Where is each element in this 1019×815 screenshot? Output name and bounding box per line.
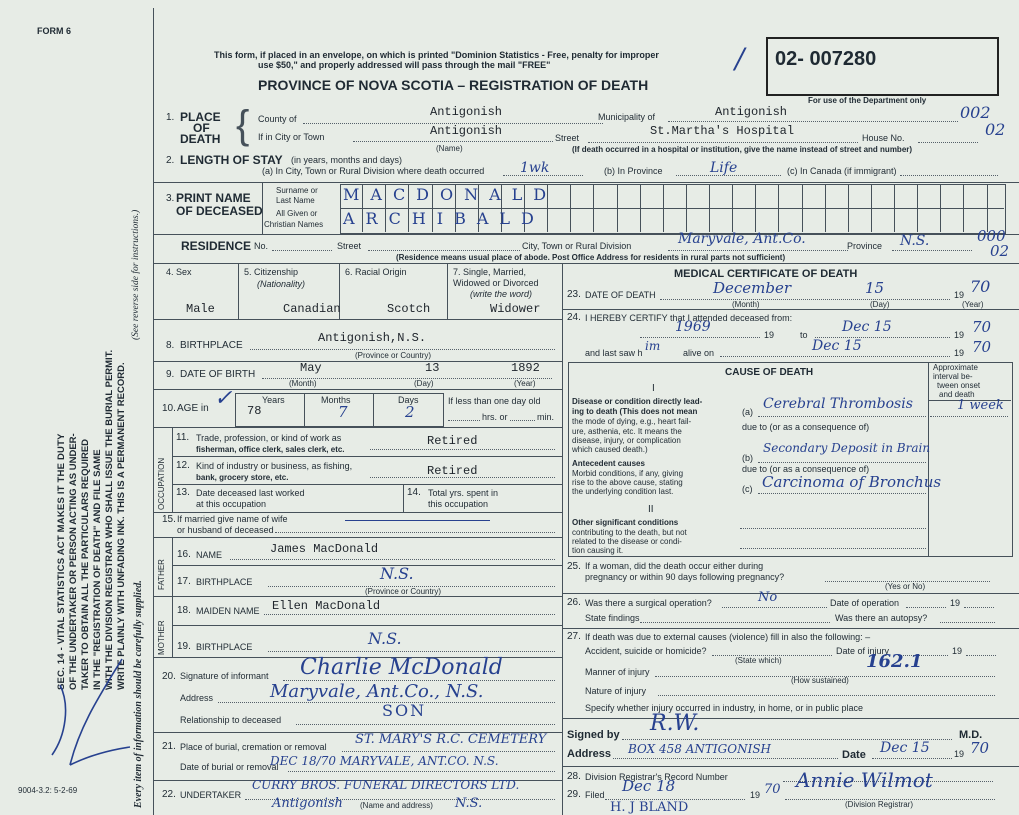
burial-date-label: Date of burial or removal <box>180 762 279 772</box>
county-value: Antigonish <box>430 105 503 119</box>
attended-to: Dec 15 <box>842 319 892 335</box>
interval-label-2: interval be- <box>933 372 973 381</box>
stay-b-value: Life <box>710 160 738 176</box>
disease-label-2: ing to death (This does not mean <box>572 407 698 416</box>
due-to-1: due to (or as a consequence of) <box>742 422 870 432</box>
accident-label: Accident, suicide or homicide? <box>585 646 707 656</box>
signed-year: 70 <box>970 739 990 757</box>
dod-num: 23. <box>567 289 581 300</box>
name-grid-cell <box>732 184 755 232</box>
cause-a-value: Cerebral Thrombosis <box>763 396 913 412</box>
days-label: Days <box>398 395 419 405</box>
birthplace-label: BIRTHPLACE <box>180 340 243 351</box>
dod-year-caption: (Year) <box>962 300 984 309</box>
informant-address-label: Address <box>180 693 214 703</box>
attended-from: 1969 <box>675 319 711 335</box>
undertaker-province: N.S. <box>455 796 483 811</box>
cause-a-label: (a) <box>742 407 753 417</box>
father-name-value: James MacDonald <box>270 542 379 556</box>
signed-date-label: Date <box>842 749 866 761</box>
specify-label: Specify whether injury occurred in industry, in home, or in public place <box>585 703 863 713</box>
dob-year-caption: (Year) <box>514 379 536 388</box>
q26-num: 26. <box>567 597 581 608</box>
certify-num: 24. <box>567 312 581 323</box>
citizenship-value: Canadian <box>283 302 341 316</box>
residence-province-label: Province <box>847 241 883 251</box>
q25-label-1: If a woman, did the death occur either during <box>585 561 764 571</box>
mother-bp-label: BIRTHPLACE <box>196 642 253 652</box>
birthplace-caption: (Province or Country) <box>355 351 432 360</box>
cause-code: 162.1 <box>866 651 923 672</box>
informant-address: Maryvale, Ant.Co., N.S. <box>270 681 484 702</box>
reverse-side-note: (See reverse side for instructions.) <box>131 209 141 340</box>
cause-b-label: (b) <box>742 453 753 463</box>
place-label-1: PLACE <box>180 110 221 124</box>
relationship-label: Relationship to deceased <box>180 715 282 725</box>
signed-century: 19 <box>954 749 965 759</box>
undertaker-label: UNDERTAKER <box>180 790 242 800</box>
given-label-1: All Given or <box>276 209 318 218</box>
hospital-note: (If death occurred in a hospital or institution, give the name instead of street and number) <box>572 145 913 154</box>
name-grid-cell <box>871 184 894 232</box>
disease-label-6: which caused death.) <box>572 445 648 454</box>
name-grid-cell <box>894 184 917 232</box>
father-bp-label: BIRTHPLACE <box>196 577 253 587</box>
mother-side-label: MOTHER <box>157 620 166 655</box>
total-years-label-2: this occupation <box>428 499 489 509</box>
house-label: House No. <box>862 133 905 143</box>
column-divider <box>562 263 563 815</box>
cause-c-value: Carcinoma of Bronchus <box>762 473 942 491</box>
given-label-2: Christian Names <box>264 220 324 229</box>
age-check-mark: ✓ <box>214 386 233 411</box>
dob-num: 9. <box>166 369 175 380</box>
dob-day: 13 <box>425 361 440 375</box>
industry-label-2: bank, grocery store, etc. <box>196 473 289 482</box>
father-num: 16. <box>177 549 191 560</box>
manner-label: Manner of injury <box>585 667 650 677</box>
municipality-label: Municipality of <box>598 112 656 122</box>
stay-num: 2. <box>166 155 175 166</box>
check-mark: / <box>735 42 745 75</box>
last-worked-label-1: Date deceased last worked <box>196 488 305 498</box>
vital-act-line-1: SEC. 14 - VITAL STATISTICS ACT MAKES IT THE DUTY <box>56 433 67 690</box>
disease-label-4: ure, asthenia, etc. It means the <box>572 427 682 436</box>
name-grid-cell <box>778 184 801 232</box>
dob-year: 1892 <box>511 361 540 375</box>
antecedent-label-1: Antecedent causes <box>572 459 645 468</box>
cause-title: CAUSE OF DEATH <box>725 367 814 378</box>
medical-title: MEDICAL CERTIFICATE OF DEATH <box>674 268 858 280</box>
residence-province-value: N.S. <box>900 233 930 249</box>
wife-blank-stroke <box>345 520 490 521</box>
last-saw-date: Dec 15 <box>812 338 862 354</box>
dod-century: 19 <box>954 290 965 300</box>
mother-name-label: MAIDEN NAME <box>196 606 260 616</box>
interval-label-4: and death <box>939 390 975 399</box>
name-grid-cell <box>917 184 940 232</box>
dod-month: December <box>713 279 792 297</box>
name-grid-cell <box>617 184 640 232</box>
industry-label-1: Kind of industry or business, as fishing, <box>196 461 353 471</box>
dob-month-caption: (Month) <box>289 379 317 388</box>
dod-day: 15 <box>865 279 885 297</box>
vital-act-line-6: WRITE PLAINLY WITH UNFADING INK. THIS IS A PERMANENT RECORD. <box>116 362 127 690</box>
dept-code-2: 02 <box>985 120 1006 139</box>
q29-num: 29. <box>567 789 581 800</box>
q28-label: Division Registrar's Record Number <box>585 772 728 782</box>
autopsy-label: Was there an autopsy? <box>835 613 928 623</box>
days-value: 2 <box>405 403 415 421</box>
section-i: I <box>652 383 655 394</box>
last-worked-label-2: at this occupation <box>196 499 267 509</box>
mother-num: 18. <box>177 605 191 616</box>
stay-label-note: (in years, months and days) <box>291 155 403 165</box>
form-title: PROVINCE OF NOVA SCOTIA – REGISTRATION OF DEATH <box>258 77 649 93</box>
q27-label: If death was due to external causes (violence) fill in also the following: – <box>585 632 871 642</box>
surname-label-2: Last Name <box>276 196 315 205</box>
q25-num: 25. <box>567 561 581 572</box>
birthplace-num: 8. <box>166 340 175 351</box>
city-value: Antigonish <box>430 124 503 138</box>
interval-label-1: Approximate <box>933 363 978 372</box>
operation-century: 19 <box>950 598 961 608</box>
industry-num: 12. <box>176 460 190 471</box>
trade-label-1: Trade, profession, or kind of work as <box>196 433 342 443</box>
filed-label: Filed <box>585 790 605 800</box>
place-label-2: OF <box>193 121 210 135</box>
street-label: Street <box>555 133 580 143</box>
citizenship-label-1: 5. Citizenship <box>244 267 299 277</box>
filed-century: 19 <box>750 790 761 800</box>
signed-label: Signed by <box>567 729 620 741</box>
dept-use: For use of the Department only <box>808 96 927 105</box>
vital-act-line-5: WITH THE DIVISION REGISTRAR WHO SHALL ISSUE THE BURIAL PERMIT. <box>104 349 115 690</box>
dod-label: DATE OF DEATH <box>585 290 656 300</box>
interval-label-3: tween onset <box>937 381 981 390</box>
name-grid-cell <box>802 184 825 232</box>
name-label-2: OF DECEASED <box>176 204 263 218</box>
other-label-2: contributing to the death, but not <box>572 528 687 537</box>
marital-value: Widower <box>490 302 541 316</box>
municipality-value: Antigonish <box>715 105 788 119</box>
signed-value: R.W. <box>650 711 700 736</box>
years-label: Years <box>262 395 285 405</box>
from-century: 19 <box>764 330 775 340</box>
racial-value: Scotch <box>387 302 431 316</box>
mother-bp-num: 19. <box>177 641 191 652</box>
findings-label: State findings <box>585 613 640 623</box>
certify-label: I HEREBY CERTIFY that I attended deceased from: <box>585 313 793 323</box>
dob-month: May <box>300 361 322 375</box>
name-grid-cell <box>963 184 986 232</box>
wife-num: 15. <box>162 514 176 525</box>
name-grid-cell <box>709 184 732 232</box>
surname-value: MACDONALD <box>343 185 558 204</box>
burial-place-label: Place of burial, cremation or removal <box>180 742 327 752</box>
place-num: 1. <box>166 112 175 123</box>
residence-division-value: Maryvale, Ant.Co. <box>678 231 806 247</box>
father-bp-caption: (Province or Country) <box>365 587 442 596</box>
city-label: If in City or Town <box>258 132 325 142</box>
dept-code-3: 000 <box>977 227 1006 245</box>
due-to-2: due to (or as a consequence of) <box>742 464 870 474</box>
other-label-3: related to the disease or condi- <box>572 537 682 546</box>
print-code: 9004-3.2: 5-2-69 <box>18 786 78 795</box>
form-number: FORM 6 <box>37 26 72 36</box>
father-bp-value: N.S. <box>380 564 414 583</box>
stay-b-label: (b) In Province <box>604 166 663 176</box>
name-grid-cell <box>987 184 1010 232</box>
months-label: Months <box>321 395 351 405</box>
sex-label: 4. Sex <box>166 267 192 277</box>
wife-label-1: If married give name of wife <box>177 514 288 524</box>
burial-date-value: DEC 18/70 MARYVALE, ANT.CO. N.S. <box>270 754 499 768</box>
injury-date-label: Date of injury <box>836 646 890 656</box>
stay-a-label: (a) In City, Town or Rural Division where death occurred <box>262 166 485 176</box>
racial-label: 6. Racial Origin <box>345 267 407 277</box>
postal-note-2: use $50," and properly addressed will pass through the mail "FREE" <box>258 60 551 70</box>
cause-b-value: Secondary Deposit in Brain <box>763 441 931 455</box>
every-item-note: Every item of information should be carefully supplied. <box>133 580 144 808</box>
stay-a-value: 1wk <box>520 160 550 176</box>
bland-stamp: H. J BLAND <box>610 800 689 815</box>
q28-num: 28. <box>567 771 581 782</box>
dob-label: DATE OF BIRTH <box>180 369 256 380</box>
name-grid-cell <box>848 184 871 232</box>
filed-year: 70 <box>764 782 781 797</box>
informant-signature-label: Signature of informant <box>180 671 269 681</box>
trade-value: Retired <box>427 434 478 448</box>
age-label: AGE in <box>177 403 209 414</box>
signed-address-value: BOX 458 ANTIGONISH <box>628 742 772 756</box>
residence-no-label: No. <box>254 241 269 251</box>
undertaker-num: 22. <box>162 789 176 800</box>
months-value: 7 <box>338 403 348 421</box>
stay-label: LENGTH OF STAY <box>180 153 283 167</box>
to-label: to <box>800 330 808 340</box>
place-brace: { <box>236 103 250 147</box>
q26-value: No <box>758 590 778 605</box>
wife-label-2: or husband of deceased <box>177 525 274 535</box>
informant-num: 20. <box>162 671 176 682</box>
last-worked-num: 13. <box>176 487 190 498</box>
injury-century: 19 <box>952 646 963 656</box>
name-grid-cell <box>686 184 709 232</box>
undertaker-caption: (Name and address) <box>360 801 433 810</box>
disease-label-5: disease, injury, or complication <box>572 436 681 445</box>
marital-label-1: 7. Single, Married, <box>453 267 527 277</box>
signed-address-label: Address <box>567 748 612 760</box>
father-side-label: FATHER <box>157 559 166 590</box>
min-label: min. <box>537 412 555 422</box>
margin-signature-mark <box>30 655 140 775</box>
burial-num: 21. <box>162 741 176 752</box>
trade-num: 11. <box>176 432 190 443</box>
burial-place-value: ST. MARY'S R.C. CEMETERY <box>355 732 547 747</box>
dept-code-1: 002 <box>960 103 991 122</box>
cause-c-label: (c) <box>742 484 753 494</box>
birthplace-value: Antigonish,N.S. <box>318 331 427 345</box>
trade-label-2: fisherman, office clerk, sales clerk, etc. <box>196 445 345 454</box>
antecedent-label-2: Morbid conditions, if any, giving <box>572 469 684 478</box>
mother-bp-value: N.S. <box>368 629 402 648</box>
residence-label: RESIDENCE <box>181 239 252 253</box>
total-years-label-1: Total yrs. spent in <box>428 488 499 498</box>
surname-label-1: Surname or <box>276 186 318 195</box>
yes-no-caption: (Yes or No) <box>885 582 926 591</box>
citizenship-label-2: (Nationality) <box>257 279 306 289</box>
street-value: St.Martha's Hospital <box>650 124 795 138</box>
postal-note-1: This form, if placed in an envelope, on which is printed "Dominion Statistics - Free, penalty for improper <box>214 50 659 60</box>
name-grid-cell <box>663 184 686 232</box>
relationship-value: SON <box>382 701 427 720</box>
last-saw-label: and last saw h <box>585 348 643 358</box>
antecedent-label-4: the underlying condition last. <box>572 487 674 496</box>
how-sustained-caption: (How sustained) <box>791 676 849 685</box>
name-grid-cell <box>940 184 963 232</box>
undertaker-city: Antigonish <box>272 796 343 811</box>
reg-number: 02- 007280 <box>775 48 877 70</box>
father-name-label: NAME <box>196 550 223 560</box>
other-label-4: tion causing it. <box>572 546 624 555</box>
dod-year: 70 <box>970 277 991 296</box>
alive-on-label: alive on <box>683 348 715 358</box>
age-num: 10. <box>162 403 176 414</box>
given-value: ARCHIBALD <box>343 209 545 228</box>
undertaker-value: CURRY BROS. FUNERAL DIRECTORS LTD. <box>252 778 520 792</box>
disease-label-1: Disease or condition directly lead- <box>572 397 703 406</box>
registrar-caption: (Division Registrar) <box>845 800 914 809</box>
name-num: 3. <box>166 193 175 204</box>
registrar-signature: Annie Wilmot <box>796 768 933 792</box>
state-which-caption: (State which) <box>735 656 782 665</box>
father-bp-num: 17. <box>177 576 191 587</box>
last-century: 19 <box>954 348 965 358</box>
sex-value: Male <box>186 302 215 316</box>
q27-num: 27. <box>567 631 581 642</box>
q25-label-2: pregnancy or within 90 days following pregnancy? <box>585 572 785 582</box>
dept-code-4: 02 <box>990 242 1010 260</box>
mother-name-value: Ellen MacDonald <box>272 599 381 613</box>
to-century: 19 <box>954 330 965 340</box>
less-than-day-label: If less than one day old <box>448 396 541 406</box>
name-grid-cell <box>825 184 848 232</box>
name-grid-cell <box>570 184 593 232</box>
informant-signature: Charlie McDonald <box>300 655 503 680</box>
last-saw-him: im <box>645 339 661 353</box>
name-grid-cell <box>593 184 616 232</box>
nature-label: Nature of injury <box>585 686 647 696</box>
marital-label-2: Widowed or Divorced <box>453 278 539 288</box>
other-label-1: Other significant conditions <box>572 518 679 527</box>
antecedent-label-3: rise to the above cause, stating <box>572 478 683 487</box>
signed-date-value: Dec 15 <box>880 740 930 756</box>
dod-day-caption: (Day) <box>870 300 890 309</box>
residence-division-label: City, Town or Rural Division <box>522 241 632 251</box>
stay-c-label: (c) In Canada (if immigrant) <box>787 166 897 176</box>
place-label-3: DEATH <box>180 132 221 146</box>
dod-month-caption: (Month) <box>732 300 760 309</box>
marital-label-3: (write the word) <box>470 289 533 299</box>
md-label: M.D. <box>959 729 983 741</box>
q26-label: Was there a surgical operation? <box>585 598 712 608</box>
name-label-1: PRINT NAME <box>176 191 251 205</box>
county-label: County of <box>258 114 297 124</box>
vital-act-line-2: OF THE UNDERTAKER OR PERSON ACTING AS UNDER- <box>68 433 79 690</box>
name-grid-cell <box>640 184 663 232</box>
name-caption: (Name) <box>436 144 463 153</box>
name-grid-cell <box>755 184 778 232</box>
residence-note: (Residence means usual place of abode. Post Office Address for residents in rural parts not sufficient) <box>396 253 786 262</box>
section-ii: II <box>648 504 654 515</box>
operation-date-label: Date of operation <box>830 598 900 608</box>
last-year: 70 <box>972 338 992 356</box>
dob-day-caption: (Day) <box>414 379 434 388</box>
filed-date: Dec 18 <box>622 777 676 795</box>
vital-act-line-3: TAKER TO OBTAIN ALL THE PARTICULARS REQUIRED <box>80 438 91 690</box>
disease-label-3: the mode of dying, e.g., heart fail- <box>572 417 692 426</box>
residence-street-label: Street <box>337 241 362 251</box>
interval-a-value: 1 week <box>957 398 1004 413</box>
vital-act-line-4: IN THE "REGISTRATION OF DEATH" AND FILE SAME <box>92 449 103 690</box>
frame-left <box>153 8 154 815</box>
total-years-num: 14. <box>407 487 421 498</box>
to-year: 70 <box>972 318 992 336</box>
hrs-label: hrs. or <box>482 412 508 422</box>
industry-value: Retired <box>427 464 478 478</box>
years-value: 78 <box>247 404 262 418</box>
occupation-side-label: OCCUPATION <box>157 457 166 510</box>
